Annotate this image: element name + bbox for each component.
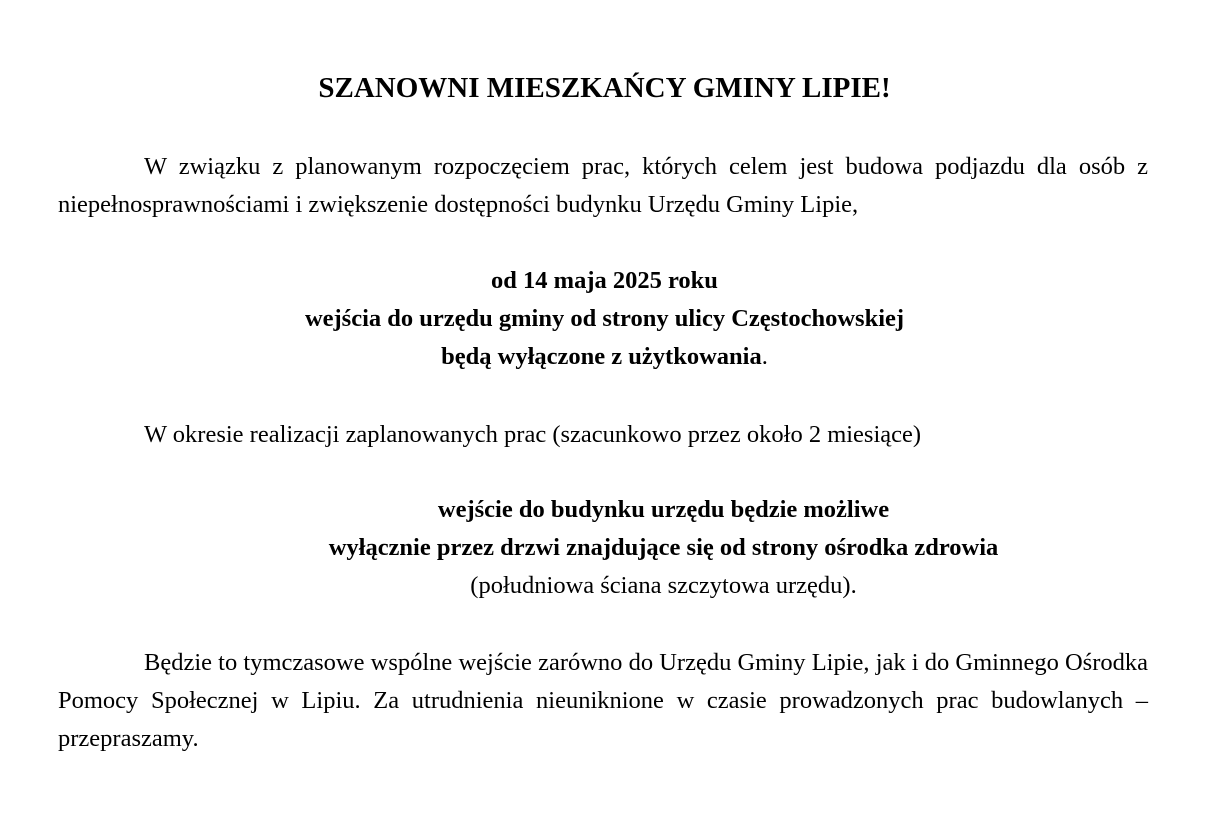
closure-entrances: wejścia do urzędu gminy od strony ulicy Częstochowskiej: [304, 305, 905, 332]
intro-paragraph-text: W związku z planowanym rozpoczęciem prac, których celem jest budowa podjazdu dla osób z niepełnosprawnościami i zwiększenie dostępności budynku Urzędu Gminy Lipie,: [58, 153, 1148, 218]
entrance-line-1: wejście do budynku urzędu będzie możliwe: [437, 496, 890, 523]
intro-paragraph: [58, 148, 1148, 224]
closure-notice: [0, 262, 1209, 376]
entrance-line-3: (południowa ściana szczytowa urzędu).: [470, 572, 857, 599]
entrance-line-2: wyłącznie przez drzwi znajdujące się od strony ośrodka zdrowia: [328, 534, 999, 561]
entrance-notice: [118, 491, 1209, 605]
duration-paragraph: W okresie realizacji zaplanowanych prac (szacunkowo przez około 2 miesiące): [144, 421, 922, 448]
closing-paragraph: [58, 644, 1148, 758]
closure-status-line: [0, 338, 1209, 376]
closure-date: od 14 maja 2025 roku: [491, 267, 718, 294]
closing-paragraph-text: Będzie to tymczasowe wspólne wejście zarówno do Urzędu Gminy Lipie, jak i do Gminnego Ośrodka Pomocy Społecznej w Lipiu. Za utrudnienia nieuniknione w czasie prowadzonych prac budowlanych – przepraszamy.: [58, 649, 1148, 752]
closure-status: będą wyłączone z użytkowania: [441, 343, 762, 370]
closure-status-period: .: [761, 343, 768, 370]
page-title: SZANOWNI MIESZKAŃCY GMINY LIPIE!: [318, 72, 891, 104]
